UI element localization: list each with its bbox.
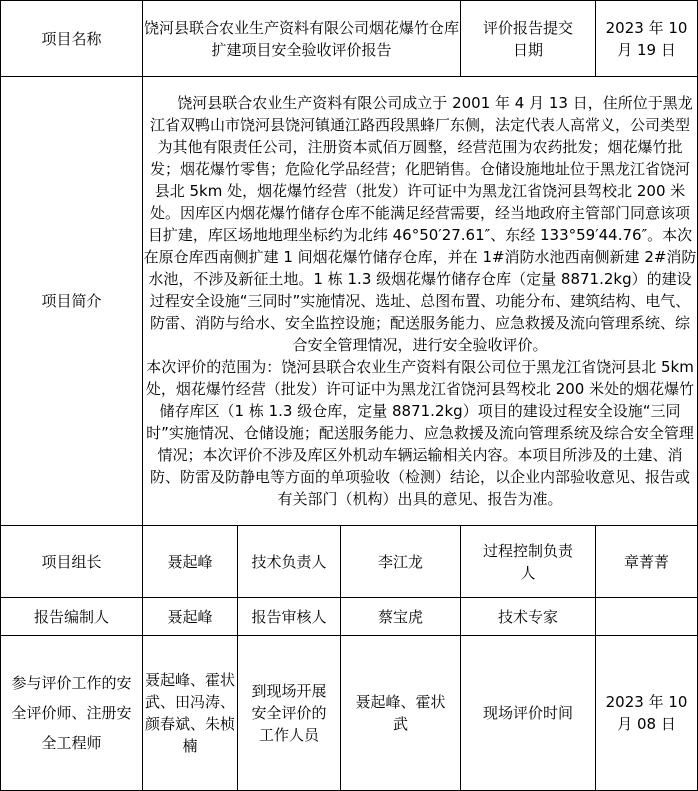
leader-row: [1, 526, 698, 598]
project-summary-text: [143, 77, 698, 526]
submit-date-label-line2: 日期: [513, 40, 544, 59]
onsite-time-label: 现场评价时间: [461, 636, 596, 791]
project-name-value: 饶河县联合农业生产资料有限公司烟花爆竹仓库扩建项目安全验收评价报告: [143, 1, 461, 77]
tech-lead-value: 李江龙: [341, 526, 461, 598]
reviewer-label: 报告审核人: [238, 598, 341, 636]
reviewer-value: 蔡宝虎: [341, 598, 461, 636]
summary-paragraph-2: 本次评价的范围为：饶河县联合农业生产资料有限公司位于黑龙江省饶河县北 5km 处，烟花爆竹经营（批发）许可证中为黑龙江省饶河县驾校北 200 米处的烟花爆竹储存库区（1 栋 1.3 级仓库，定量 8871.2kg）项目的建设过程安全设施“三同时”实施情况、仓储设施；配送服务能力、应急救援及流向管理系统及综合安全管理情况；本次评价不涉及库区外机动车辆运输相关内容。本项目所涉及的土建、消防、防雷及防静电等方面的单项验收（检测）结论，以企业内部验收意见、报告或有关部门（机构）出具的意见、报告为准。: [145, 358, 695, 508]
submit-date-line2: 月 19 日: [617, 40, 676, 59]
submit-date-line1: 2023 年 10: [605, 18, 688, 37]
evaluators-label: 参与评价工作的安全评价师、注册安全工程师: [1, 636, 143, 791]
evaluators-row: [1, 636, 698, 791]
summary-paragraph-1: 饶河县联合农业生产资料有限公司成立于 2001 年 4 月 13 日，住所位于黑龙江省双鸭山市饶河县饶河镇通江路西段黑蜂厂东侧，法定代表人高常义，公司类型为其他有限责任公司，注册资本贰佰万圆整，经营范围为农药批发；烟花爆竹批发；烟花爆竹零售；危险化学品经营；化肥销售。仓储设施地址位于黑龙江省饶河县北 5km 处，烟花爆竹经营（批发）许可证中为黑龙江省饶河县驾校北 200 米处。因库区内烟花爆竹储存仓库不能满足经营需要，经当地政府主管部门同意该项目扩建，库区场地地理坐标约为北纬 46°50′27.61″、东经 133°59′44.76″。本次在原仓库西南侧扩建 1 间烟花爆竹储存仓库，并在 1#消防水池西南侧新建 2#消防水池，不涉及新征土地。1 栋 1.3 级烟花爆竹储存仓库（定量 8871.2kg）的建设过程安全设施“三同时”实施情况、选址、总图布置、功能分布、建筑结构、电气、防雷、消防与给水、安全监控设施；配送服务能力、应急救援及流向管理系统、综合安全管理情况，进行安全验收评价。: [143, 94, 697, 354]
project-summary-row: [1, 77, 698, 526]
tech-lead-label: 技术负责人: [238, 526, 341, 598]
onsite-staff-value: 聂起峰、霍状武: [341, 636, 461, 791]
onsite-staff-label: 到现场开展安全评价的工作人员: [238, 636, 341, 791]
submit-date-value: [596, 1, 698, 77]
leader-label: 项目组长: [1, 526, 143, 598]
process-lead-value: 章菁菁: [596, 526, 698, 598]
evaluators-value: 聂起峰、霍状武、田冯涛、颜春斌、朱桢楠: [143, 636, 238, 791]
compiler-value: 聂起峰: [143, 598, 238, 636]
submit-date-label: [461, 1, 596, 77]
expert-label: 技术专家: [461, 598, 596, 636]
project-name-label: 项目名称: [1, 1, 143, 77]
compiler-label: 报告编制人: [1, 598, 143, 636]
leader-value: 聂起峰: [143, 526, 238, 598]
onsite-time-line2: 月 08 日: [617, 715, 676, 733]
onsite-time-line1: 2023 年 10: [605, 693, 688, 711]
process-lead-label-line2: 人: [520, 563, 536, 582]
project-summary-label: 项目简介: [1, 77, 143, 526]
process-lead-label-line1: 过程控制负责: [483, 541, 574, 560]
process-lead-label: [461, 526, 596, 598]
compiler-row: [1, 598, 698, 636]
onsite-time-value: [596, 636, 698, 791]
expert-value: [596, 598, 698, 636]
submit-date-label-line1: 评价报告提交: [483, 18, 574, 37]
project-name-row: [1, 1, 698, 77]
